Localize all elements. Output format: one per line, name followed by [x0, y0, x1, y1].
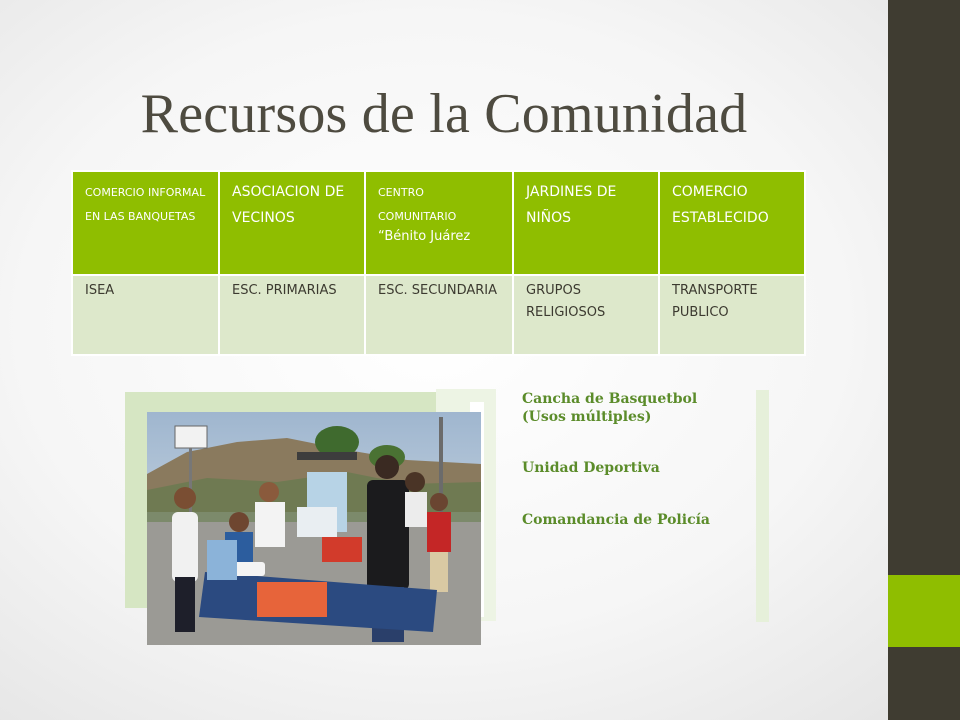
right-accent-square [888, 575, 960, 647]
slide-title: Recursos de la Comunidad [140, 83, 748, 145]
table-cell: JARDINES DE NIÑOS [513, 171, 659, 275]
decorative-line [756, 390, 769, 622]
table-cell: COMERCIO INFORMAL EN LAS BANQUETAS [72, 171, 219, 275]
table-row [72, 275, 805, 355]
list-item: Unidad Deportiva [522, 460, 660, 477]
resources-table [71, 170, 806, 356]
list-item: Comandancia de Policía [522, 511, 710, 528]
table-cell: ESC. PRIMARIAS [219, 275, 365, 355]
resources-list [522, 390, 742, 562]
table-cell: GRUPOS RELIGIOSOS [513, 275, 659, 355]
table-cell: ESC. SECUNDARIA [365, 275, 513, 355]
table-cell: CENTRO COMUNITARIO “Bénito Juárez [365, 171, 513, 275]
table-header-row [72, 171, 805, 275]
table-cell: ISEA [72, 275, 219, 355]
community-photo [147, 412, 481, 645]
table-cell: COMERCIO ESTABLECIDO [659, 171, 805, 275]
table-cell: ASOCIACION DE VECINOS [219, 171, 365, 275]
list-item: Cancha de Basquetbol (Usos múltiples) [522, 391, 698, 426]
table-cell: TRANSPORTE PUBLICO [659, 275, 805, 355]
